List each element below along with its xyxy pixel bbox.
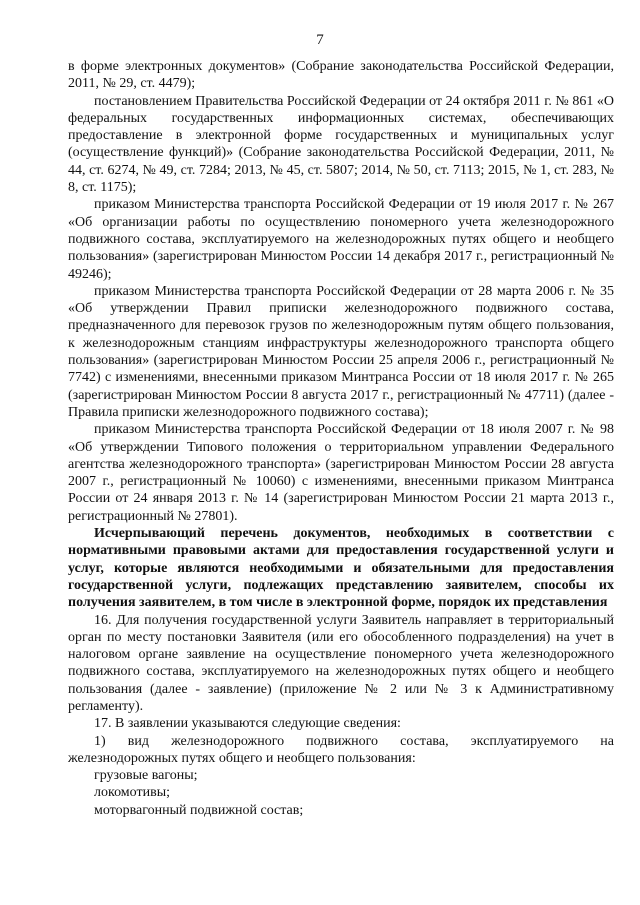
- list-item: моторвагонный подвижной состав;: [94, 802, 304, 818]
- document-body: [68, 58, 614, 819]
- paragraph-order-98: приказом Министерства транспорта Российской Федерации от 18 июля 2007 г. № 98 «Об утверждении Типового положения о территориальном управлении Федерального агентства железнодорожного транспорта» (зарегистрирован Минюстом России 28 августа 2007 г., регистрационный № 10060) с изменениями, внесенными приказом Минтранса России от 24 января 2013 г. № 14 (зарегистрирован Минюстом России 21 марта 2013 г., регистрационный № 27801).: [68, 422, 614, 524]
- paragraph-order-267: приказом Министерства транспорта Российской Федерации от 19 июля 2017 г. № 267 «Об организации работы по осуществлению пономерного учета железнодорожного подвижного состава, эксплуатируемого на железнодорожных путях общего и необщего пользования» (зарегистрирован Минюстом России 14 декабря 2017 г., регистрационный № 49246);: [68, 197, 614, 282]
- paragraph-17: 17. В заявлении указываются следующие сведения:: [94, 716, 401, 732]
- paragraph-decree-861: постановлением Правительства Российской Федерации от 24 октября 2011 г. № 861 «О федеральных государственных информационных системах, обеспечивающих предоставление в электронной форме государственных и муниципальных услуг (осуществление функций)» (Собрание законодательства Российской Федерации, 2011, № 44, ст. 6274, № 49, ст. 7284; 2013, № 45, ст. 5807; 2014, № 50, ст. 7113; 2015, № 1, ст. 283, № 8, ст. 1175);: [68, 93, 614, 196]
- paragraph-continuation: в форме электронных документов» (Собрание законодательства Российской Федерации, 2011, № 29, ст. 4479);: [68, 59, 614, 92]
- list-item: грузовые вагоны;: [94, 768, 198, 784]
- list-item: локомотивы;: [94, 785, 171, 801]
- paragraph-order-35: приказом Министерства транспорта Российской Федерации от 28 марта 2006 г. № 35 «Об утверждении Правил приписки железнодорожного подвижного состава, предназначенного для перевозок грузов по железнодорожным путям общего пользования, к железнодорожным станциям инфраструктуры железнодорожного транспорта общего пользования» (зарегистрирован Минюстом России 25 апреля 2006 г., регистрационный № 7742) с изменениями, внесенными приказом Минтранса России от 18 июля 2017 г. № 265 (зарегистрирован Минюстом России 8 августа 2017 г., регистрационный № 47711) (далее - Правила приписки железнодорожного подвижного состава);: [68, 283, 614, 420]
- page-number: 7: [316, 32, 324, 48]
- section-heading: Исчерпывающий перечень документов, необходимых в соответствии с нормативными правовыми актами для предоставления государственной услуги и услуг, которые являются необходимыми и обязательными для предоставления государственной услуги, подлежащих представлению заявителем, способы их получения заявителем, в том числе в электронной форме, порядок их представления: [68, 526, 614, 611]
- paragraph-16: 16. Для получения государственной услуги Заявитель направляет в территориальный орган по месту постановки Заявителя (или его обособленного подразделения) на учет в налоговом органе заявление на осуществление пономерного учета железнодорожного подвижного состава, эксплуатируемого на железнодорожных путях общего и необщего пользования (далее - заявление) (приложение № 2 или № 3 к Административному регламенту).: [68, 612, 614, 714]
- paragraph-17-item-1: 1) вид железнодорожного подвижного состава, эксплуатируемого на железнодорожных путях общего и необщего пользования:: [68, 733, 614, 766]
